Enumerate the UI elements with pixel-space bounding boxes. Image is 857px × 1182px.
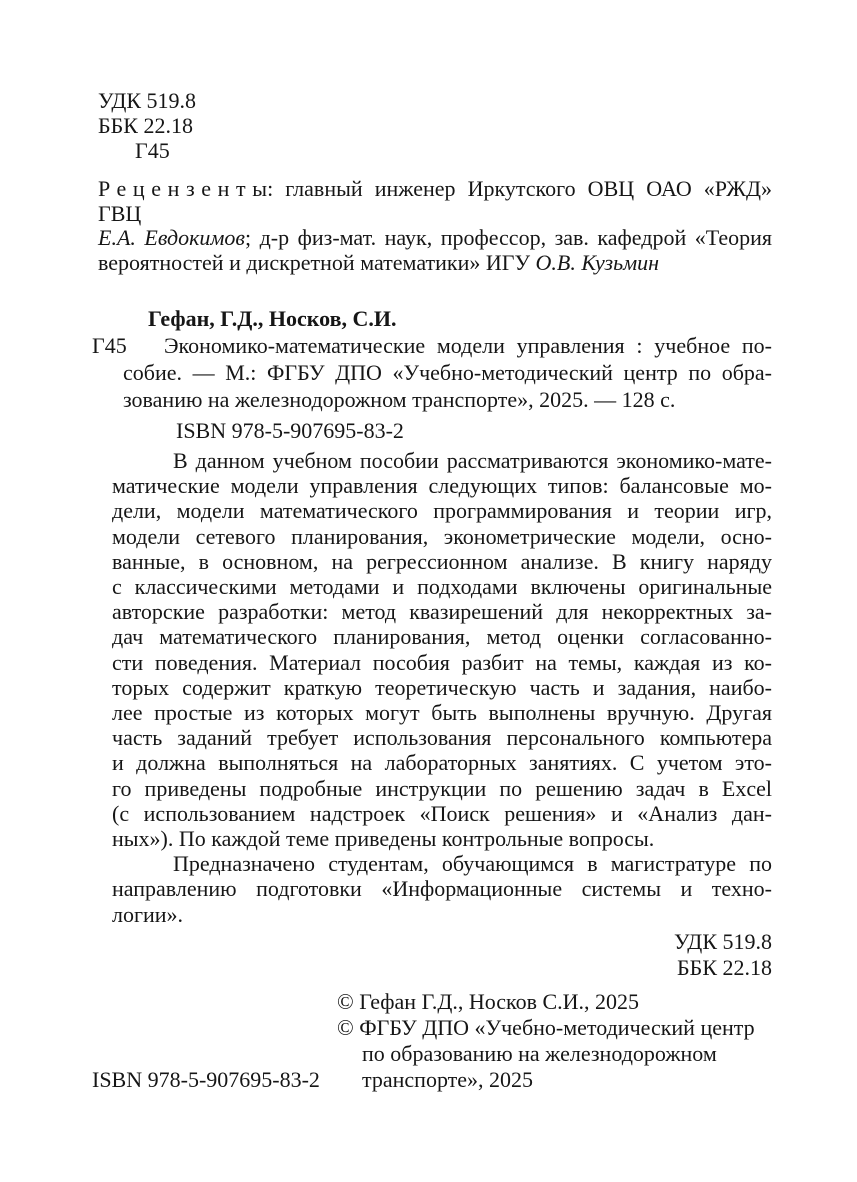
- text-line: и должна выполняться на лабораторных занятиях. С учетом это-: [112, 750, 772, 776]
- text-line: Предназначено студентам, обучающимся в магистратуре по: [173, 851, 772, 877]
- annotation-paragraph-2: [112, 851, 772, 927]
- text-line: ванные, в основном, на регрессионном анализе. В книгу наряду: [112, 548, 772, 574]
- bottom-codes-block: [98, 929, 772, 981]
- reviewers-line-2: [98, 226, 772, 251]
- author-code-top: Г45: [135, 138, 170, 163]
- text-line: направлению подготовки «Информационные системы и техно-: [112, 876, 772, 902]
- annotation-paragraph-1: [112, 448, 772, 851]
- udk-code-top: УДК 519.8: [98, 88, 197, 113]
- bbk-code-top: ББК 22.18: [98, 113, 193, 138]
- text-line: торых содержит краткую теоретическую часть и задания, наибо-: [112, 674, 772, 700]
- reviewers-line-3-text: вероятностей и дискретной математики» ИГУ: [98, 249, 536, 275]
- text-line: собие. — М.: ФГБУ ДПО «Учебно-методический центр по обра-: [123, 360, 772, 385]
- copyright-line-authors: © Гефан Г.Д., Носков С.И., 2025: [337, 988, 640, 1014]
- copyright-line-publisher: © ФГБУ ДПО «Учебно-методический центр: [337, 1014, 755, 1040]
- text-line: (с использованием надстроек «Поиск решения» и «Анализ дан-: [112, 800, 772, 826]
- text-line: зованию на железнодорожном транспорте», 2025. — 128 с.: [123, 387, 676, 412]
- isbn-bottom: ISBN 978-5-907695-83-2: [92, 1066, 320, 1092]
- authors-heading: Гефан, Г.Д., Носков, С.И.: [148, 306, 397, 331]
- page-content: [92, 88, 772, 1093]
- annotation-block: [112, 448, 772, 927]
- top-codes-block: [98, 88, 772, 163]
- catalog-author-code: Г45: [92, 333, 127, 358]
- copyright-row: [92, 988, 772, 1093]
- isbn-line: ISBN 978-5-907695-83-2: [176, 418, 404, 443]
- text-line: го приведены подробные инструкции по решению задач в Excel: [112, 775, 772, 801]
- copyright-line-publisher-2: по образованию на железнодорожном: [362, 1040, 717, 1066]
- text-line: лее простые из которых могут быть выполнены вручную. Другая: [112, 700, 772, 726]
- udk-code-bottom: УДК 519.8: [673, 928, 772, 954]
- text-line: дели, модели математического программирования и теории игр,: [112, 498, 772, 524]
- text-line: матические модели управления следующих типов: балансовые мо-: [112, 473, 772, 499]
- reviewer-name-2: О.В. Кузьмин: [535, 249, 660, 275]
- catalog-description: [123, 332, 772, 413]
- text-line: ных»). По каждой теме приведены контрольные вопросы.: [112, 826, 655, 852]
- text-line: сти поведения. Материал пособия разбит на темы, каждая из ко-: [112, 649, 772, 675]
- copyright-block: [337, 989, 772, 1093]
- text-line: дач математического планирования, метод оценки согласованно-: [112, 624, 772, 650]
- text-line: с классическими методами и подходами включены оригинальные: [112, 574, 772, 600]
- reviewers-line-1: [98, 177, 772, 226]
- bbk-code-bottom: ББК 22.18: [677, 954, 772, 980]
- text-line: авторские разработки: метод квазирешений для некорректных за-: [112, 599, 772, 625]
- catalog-card: [92, 332, 772, 413]
- reviewer-name-1: Е.А. Евдокимов: [98, 225, 245, 250]
- text-line: модели сетевого планирования, эконометрические модели, осно-: [112, 523, 772, 549]
- reviewers-line-3: [98, 251, 772, 276]
- reviewers-label: Рецензенты: [98, 176, 274, 201]
- reviewers-paragraph: [98, 177, 772, 275]
- text-line: В данном учебном пособии рассматриваются экономико-мате-: [173, 448, 772, 473]
- reviewers-line-2-text: ; д-р физ-мат. наук, профессор, зав. кафедрой «Теория: [244, 225, 772, 250]
- text-line: Экономико-математические модели управления : учебное по-: [164, 333, 772, 358]
- reviewers-line-1-text: : главный инженер Иркутского ОВЦ ОАО «РЖД» ГВЦ: [98, 176, 772, 226]
- text-line: логии».: [112, 901, 184, 927]
- copyright-line-publisher-3: транспорте», 2025: [362, 1066, 534, 1092]
- text-line: часть заданий требует использования персонального компьютера: [112, 725, 772, 751]
